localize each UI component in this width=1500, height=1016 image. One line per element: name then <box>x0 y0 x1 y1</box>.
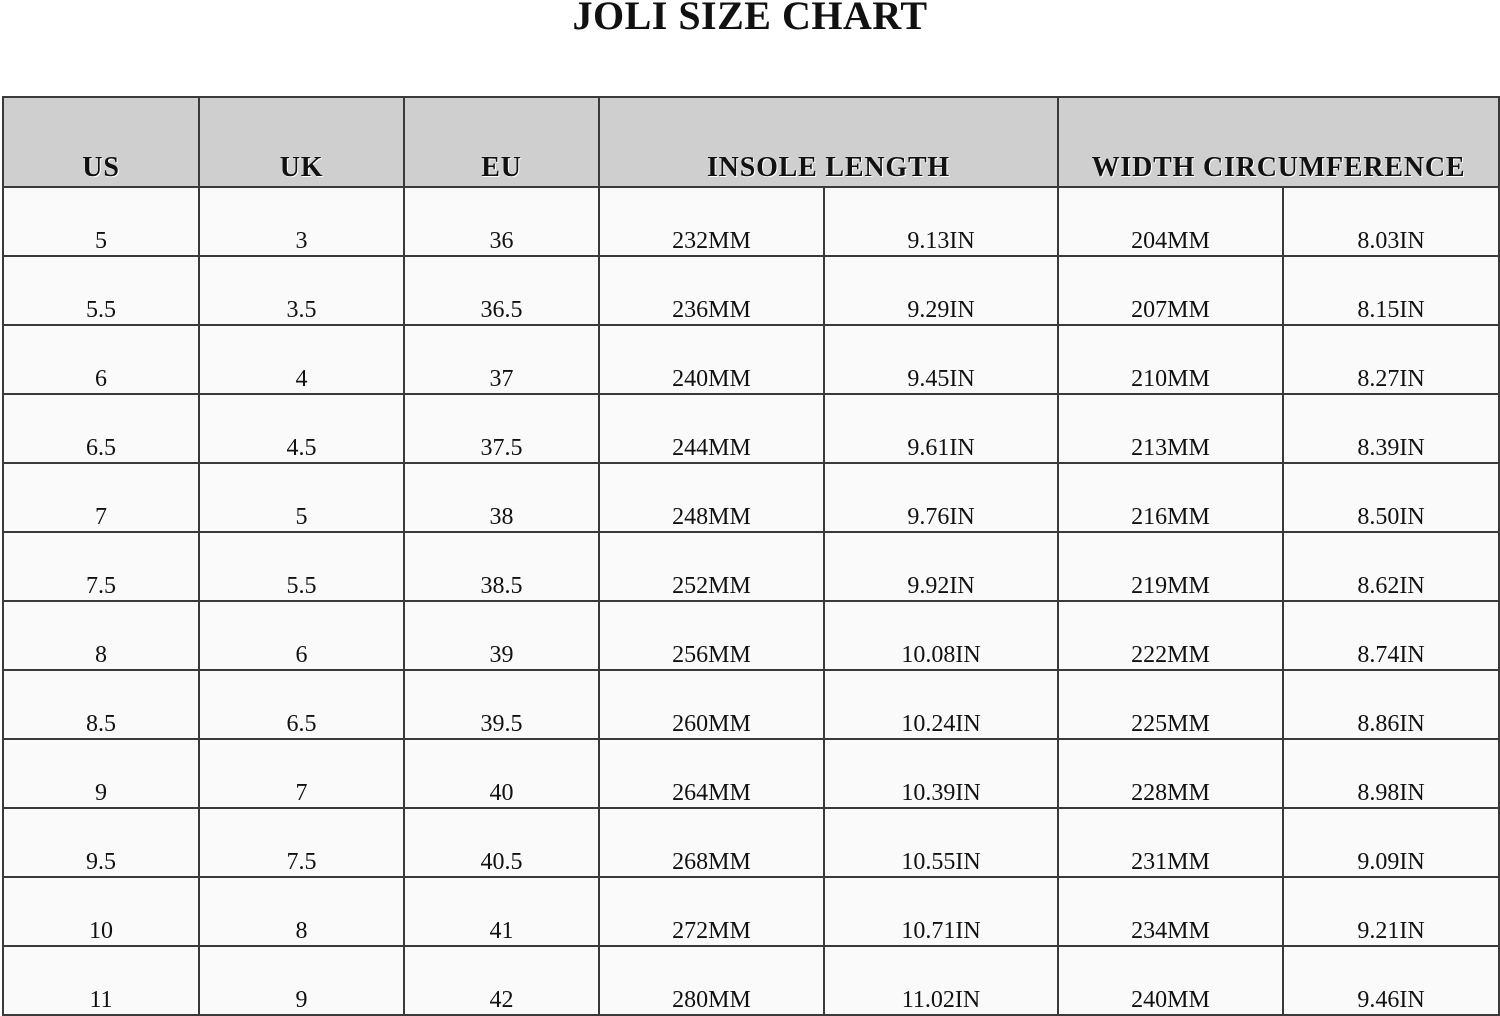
cell-uk: 7.5 <box>199 808 404 877</box>
cell-eu: 36.5 <box>404 256 599 325</box>
table-row <box>3 601 1499 670</box>
cell-width-in: 9.46IN <box>1283 946 1499 1015</box>
page-title: JOLI SIZE CHART <box>572 0 928 38</box>
cell-eu: 37.5 <box>404 394 599 463</box>
table-row <box>3 946 1499 1015</box>
cell-width-in: 8.27IN <box>1283 325 1499 394</box>
cell-width-in: 8.50IN <box>1283 463 1499 532</box>
size-rows <box>3 187 1499 1015</box>
table-row <box>3 670 1499 739</box>
cell-uk: 5 <box>199 463 404 532</box>
cell-width-mm: 234MM <box>1058 877 1283 946</box>
size-chart-table <box>2 96 1500 1016</box>
cell-insole-in: 9.92IN <box>824 532 1058 601</box>
cell-us: 7.5 <box>3 532 199 601</box>
cell-insole-mm: 264MM <box>599 739 824 808</box>
cell-insole-in: 10.08IN <box>824 601 1058 670</box>
cell-insole-mm: 256MM <box>599 601 824 670</box>
cell-insole-in: 10.24IN <box>824 670 1058 739</box>
cell-uk: 8 <box>199 877 404 946</box>
header-eu: EU <box>404 97 599 187</box>
cell-insole-in: 9.76IN <box>824 463 1058 532</box>
cell-us: 11 <box>3 946 199 1015</box>
cell-width-in: 9.21IN <box>1283 877 1499 946</box>
header-us: US <box>3 97 199 187</box>
table-row <box>3 256 1499 325</box>
cell-width-mm: 222MM <box>1058 601 1283 670</box>
cell-width-mm: 204MM <box>1058 187 1283 256</box>
cell-width-mm: 216MM <box>1058 463 1283 532</box>
cell-us: 9 <box>3 739 199 808</box>
cell-us: 5.5 <box>3 256 199 325</box>
table-row <box>3 187 1499 256</box>
cell-uk: 4 <box>199 325 404 394</box>
cell-width-mm: 225MM <box>1058 670 1283 739</box>
cell-insole-mm: 272MM <box>599 877 824 946</box>
cell-width-mm: 213MM <box>1058 394 1283 463</box>
cell-eu: 38.5 <box>404 532 599 601</box>
table-row <box>3 325 1499 394</box>
cell-width-mm: 207MM <box>1058 256 1283 325</box>
cell-width-mm: 210MM <box>1058 325 1283 394</box>
cell-width-mm: 231MM <box>1058 808 1283 877</box>
cell-width-in: 8.74IN <box>1283 601 1499 670</box>
cell-uk: 3 <box>199 187 404 256</box>
cell-eu: 41 <box>404 877 599 946</box>
cell-width-in: 8.03IN <box>1283 187 1499 256</box>
cell-insole-in: 9.29IN <box>824 256 1058 325</box>
cell-insole-mm: 252MM <box>599 532 824 601</box>
cell-eu: 39.5 <box>404 670 599 739</box>
cell-width-in: 8.86IN <box>1283 670 1499 739</box>
cell-insole-in: 9.45IN <box>824 325 1058 394</box>
cell-us: 6 <box>3 325 199 394</box>
cell-uk: 6.5 <box>199 670 404 739</box>
cell-uk: 9 <box>199 946 404 1015</box>
cell-uk: 7 <box>199 739 404 808</box>
cell-insole-mm: 260MM <box>599 670 824 739</box>
header-insole-length: INSOLE LENGTH <box>599 97 1058 187</box>
cell-insole-in: 10.55IN <box>824 808 1058 877</box>
cell-us: 7 <box>3 463 199 532</box>
cell-uk: 5.5 <box>199 532 404 601</box>
cell-insole-mm: 268MM <box>599 808 824 877</box>
table-row <box>3 877 1499 946</box>
cell-width-in: 8.62IN <box>1283 532 1499 601</box>
cell-uk: 6 <box>199 601 404 670</box>
cell-width-mm: 240MM <box>1058 946 1283 1015</box>
table-row <box>3 808 1499 877</box>
cell-us: 6.5 <box>3 394 199 463</box>
cell-insole-mm: 280MM <box>599 946 824 1015</box>
cell-eu: 40 <box>404 739 599 808</box>
table-row <box>3 739 1499 808</box>
header-row <box>3 97 1499 187</box>
cell-width-mm: 219MM <box>1058 532 1283 601</box>
cell-eu: 36 <box>404 187 599 256</box>
cell-width-in: 8.98IN <box>1283 739 1499 808</box>
cell-insole-in: 9.61IN <box>824 394 1058 463</box>
cell-us: 5 <box>3 187 199 256</box>
cell-insole-in: 10.71IN <box>824 877 1058 946</box>
cell-width-mm: 228MM <box>1058 739 1283 808</box>
cell-insole-mm: 248MM <box>599 463 824 532</box>
cell-eu: 37 <box>404 325 599 394</box>
cell-eu: 42 <box>404 946 599 1015</box>
cell-insole-mm: 236MM <box>599 256 824 325</box>
cell-us: 8.5 <box>3 670 199 739</box>
cell-us: 8 <box>3 601 199 670</box>
cell-insole-in: 11.02IN <box>824 946 1058 1015</box>
table-row <box>3 394 1499 463</box>
cell-eu: 40.5 <box>404 808 599 877</box>
cell-insole-mm: 232MM <box>599 187 824 256</box>
table-row <box>3 463 1499 532</box>
table-row <box>3 532 1499 601</box>
header-width-circumference: WIDTH CIRCUMFERENCE <box>1058 97 1499 187</box>
cell-insole-mm: 240MM <box>599 325 824 394</box>
cell-width-in: 8.39IN <box>1283 394 1499 463</box>
cell-us: 10 <box>3 877 199 946</box>
cell-insole-in: 10.39IN <box>824 739 1058 808</box>
header-uk: UK <box>199 97 404 187</box>
cell-uk: 3.5 <box>199 256 404 325</box>
cell-uk: 4.5 <box>199 394 404 463</box>
cell-us: 9.5 <box>3 808 199 877</box>
cell-insole-in: 9.13IN <box>824 187 1058 256</box>
cell-insole-mm: 244MM <box>599 394 824 463</box>
cell-width-in: 9.09IN <box>1283 808 1499 877</box>
cell-width-in: 8.15IN <box>1283 256 1499 325</box>
cell-eu: 39 <box>404 601 599 670</box>
cell-eu: 38 <box>404 463 599 532</box>
